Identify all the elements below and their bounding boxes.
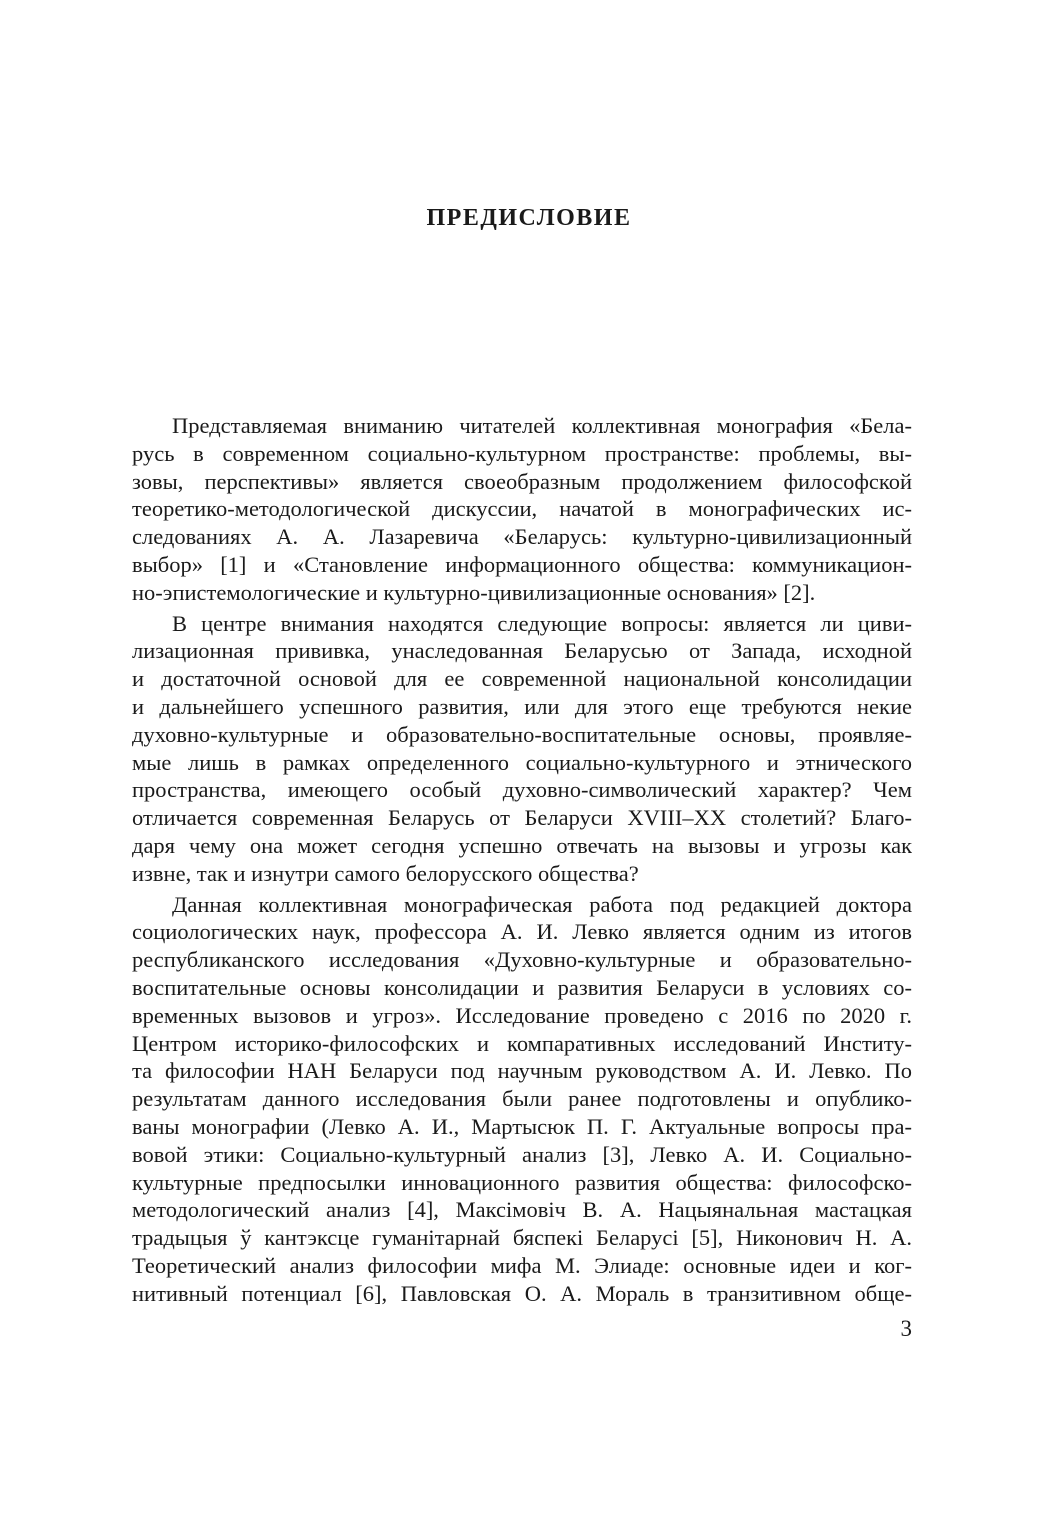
text-line: ваны монографии (Левко А. И., Мартысюк П. Г. Актуальные вопросы пра-: [132, 1113, 912, 1139]
paragraph: [132, 412, 912, 607]
body-text: [132, 412, 912, 1311]
text-line: извне, так и изнутри самого белорусского общества?: [132, 860, 639, 886]
text-line: теоретико-методологической дискуссии, начатой в монографических ис-: [132, 496, 912, 522]
text-line: отличается современная Беларусь от Беларуси XVIII–XX столетий? Благо-: [132, 805, 912, 831]
text-line: Теоретический анализ философии мифа М. Элиаде: основные идеи и ког-: [132, 1252, 912, 1278]
text-line: вовой этики: Социально-культурный анализ [3], Левко А. И. Социально-: [132, 1141, 912, 1167]
text-line: В центре внимания находятся следующие вопросы: является ли циви-: [172, 610, 912, 636]
text-line: духовно-культурные и образовательно-воспитательные основы, проявляе-: [132, 721, 912, 747]
text-line: социологических наук, профессора А. И. Левко является одним из итогов: [132, 919, 912, 945]
text-line: и достаточной основой для ее современной национальной консолидации: [132, 666, 912, 692]
paragraph: [132, 891, 912, 1308]
text-line: Данная коллективная монографическая работа под редакцией доктора: [172, 891, 912, 917]
text-line: воспитательные основы консолидации и развития Беларуси в условиях со-: [132, 974, 912, 1000]
page-title: ПРЕДИСЛОВИЕ: [426, 205, 632, 231]
text-line: Центром историко-философских и компаративных исследований Институ-: [132, 1030, 912, 1056]
text-line: даря чему она может сегодня успешно отвечать на вызовы и угрозы как: [132, 832, 912, 858]
text-line: мые лишь в рамках определенного социально-культурного и этнического: [132, 749, 912, 775]
text-line: та философии НАН Беларуси под научным руководством А. И. Левко. По: [132, 1058, 912, 1084]
paragraph: [132, 610, 912, 888]
text-line: традыцыя ў кантэксце гуманітарнай бяспекі Беларусі [5], Никонович Н. А.: [132, 1225, 912, 1251]
text-line: нитивный потенциал [6], Павловская О. А. Мораль в транзитивном обще-: [132, 1280, 912, 1306]
text-line: русь в современном социально-культурном пространстве: проблемы, вы-: [132, 440, 912, 466]
text-line: методологический анализ [4], Максімовіч В. А. Нацыянальная мастацкая: [132, 1197, 912, 1223]
text-line: республиканского исследования «Духовно-культурные и образовательно-: [132, 947, 912, 973]
text-line: следованиях А. А. Лазаревича «Беларусь: культурно-цивилизационный: [132, 524, 912, 550]
text-line: выбор» [1] и «Становление информационного общества: коммуникацион-: [132, 551, 912, 577]
page-number: 3: [900, 1316, 912, 1341]
text-line: Представляемая вниманию читателей коллективная монография «Бела-: [172, 413, 912, 438]
text-line: зовы, перспективы» является своеобразным продолжением философской: [132, 468, 912, 494]
text-line: но-эпистемологические и культурно-цивилизационные основания» [2].: [132, 579, 816, 605]
text-line: пространства, имеющего особый духовно-символический характер? Чем: [132, 777, 912, 803]
text-line: культурные предпосылки инновационного развития общества: философско-: [132, 1169, 912, 1195]
text-line: результатам данного исследования были ранее подготовлены и опублико-: [132, 1086, 912, 1112]
text-line: и дальнейшего успешного развития, или для этого еще требуются некие: [132, 693, 912, 719]
text-line: временных вызовов и угроз». Исследование проведено с 2016 по 2020 г.: [132, 1002, 912, 1028]
text-line: лизационная прививка, унаследованная Беларусью от Запада, исходной: [132, 638, 912, 664]
